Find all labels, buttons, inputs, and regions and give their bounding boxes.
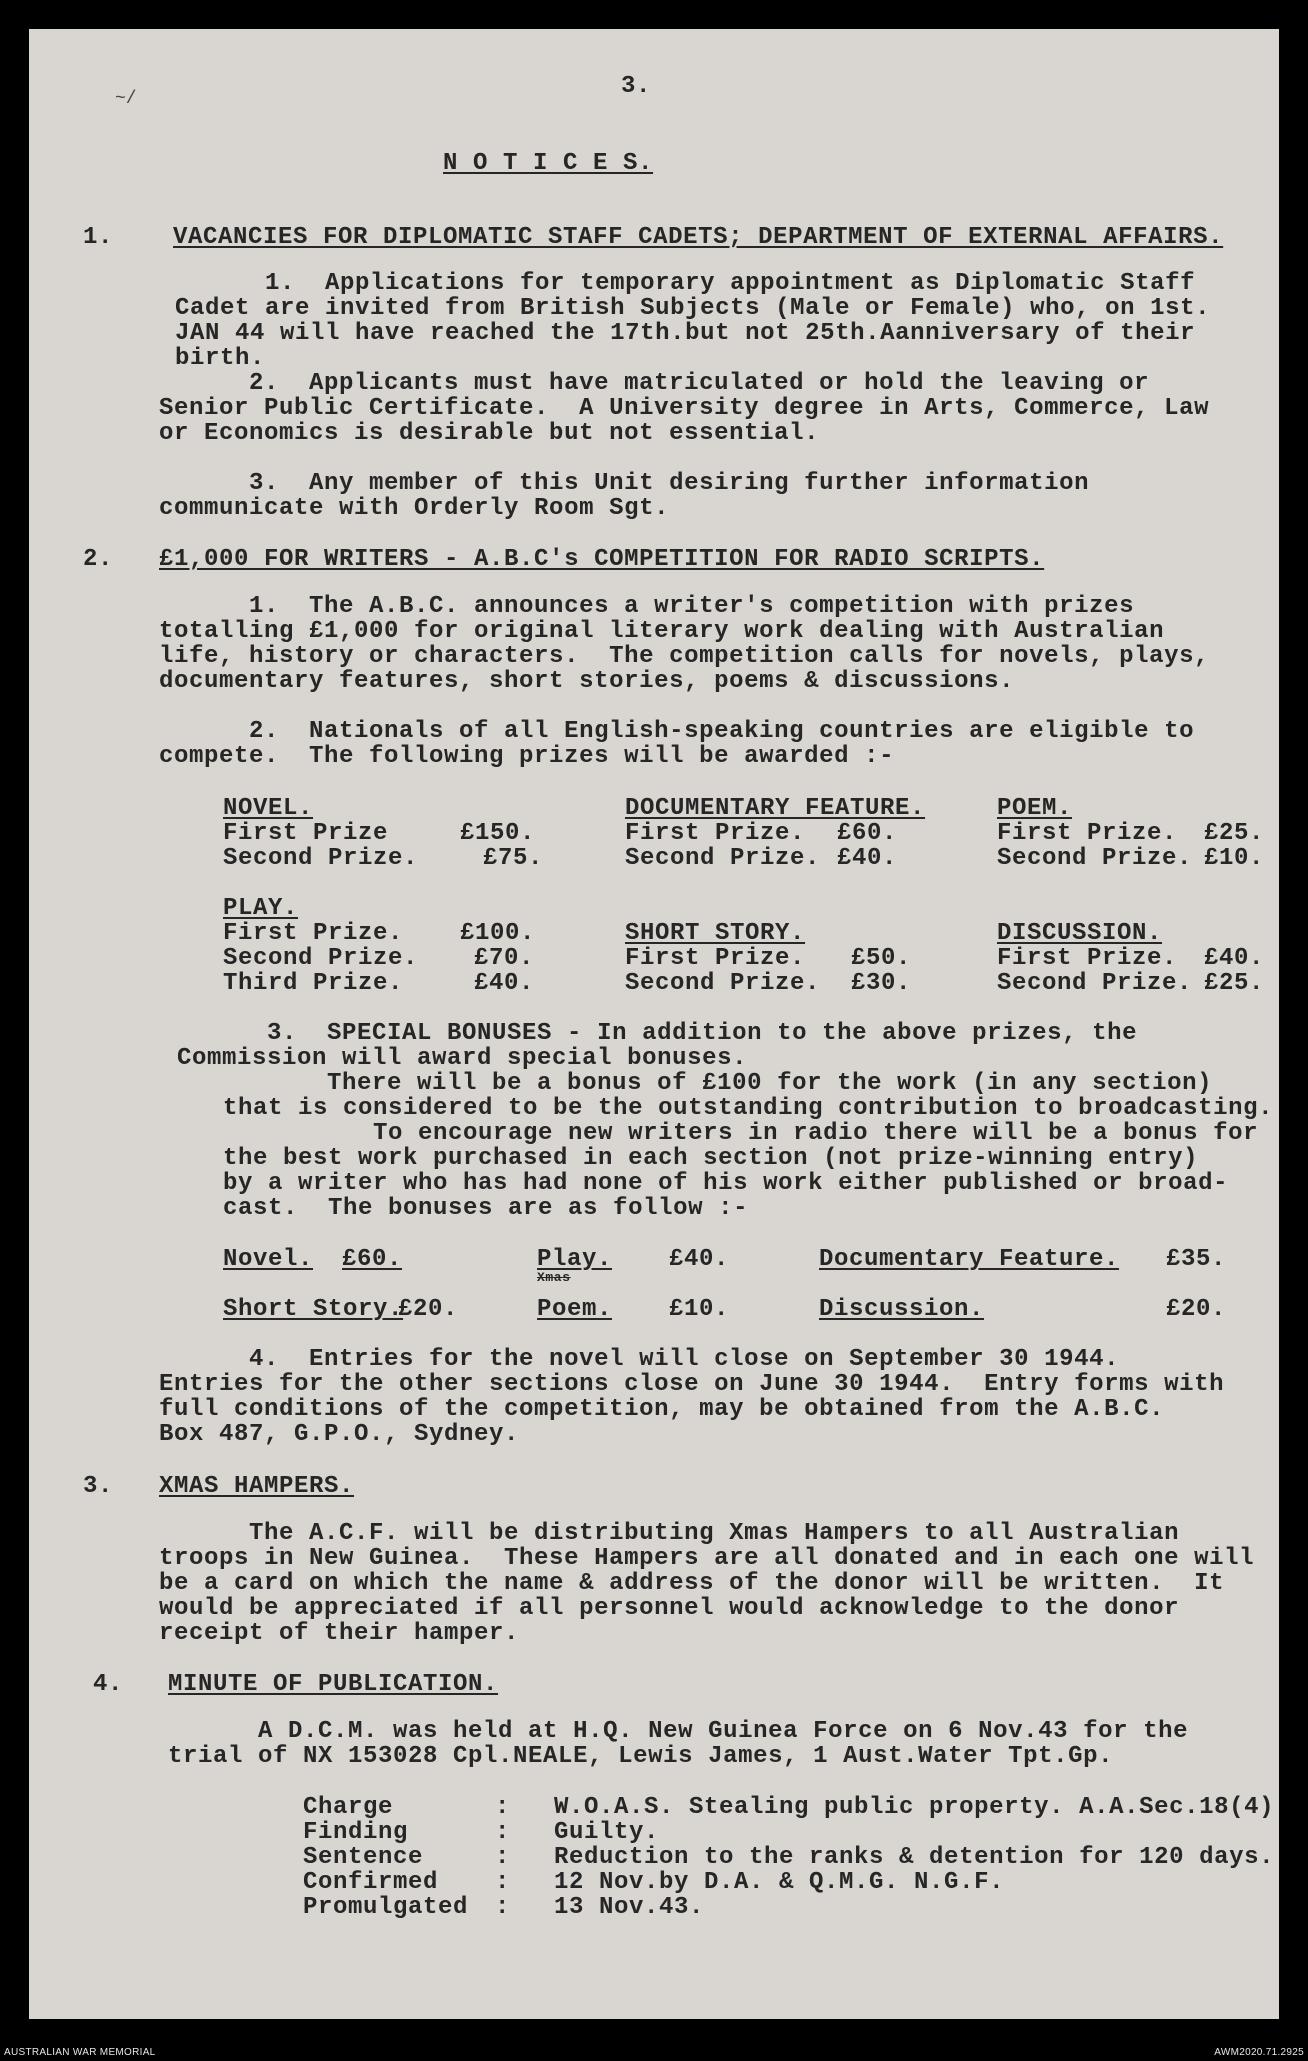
section-3-line: The A.C.F. will be distributing Xmas Hampers to all Australian bbox=[159, 1520, 1180, 1547]
section-3-line: receipt of their hamper. bbox=[159, 1620, 520, 1647]
bonus-label: Discussion. bbox=[819, 1296, 985, 1323]
section-2-title: £1,000 FOR WRITERS - A.B.C's COMPETITION FOR RADIO SCRIPTS. bbox=[159, 546, 1045, 573]
section-1-line: JAN 44 will have reached the 17th.but not 25th.Aanniversary of their bbox=[175, 320, 1196, 347]
prize-label: First Prize. bbox=[997, 945, 1178, 972]
detail-value: W.O.A.S. Stealing public property. A.A.Sec.18(4) bbox=[554, 1794, 1275, 1821]
section-2-para4-line: Entries for the other sections close on June 30 1944. Entry forms with bbox=[159, 1371, 1225, 1398]
prize-label: Second Prize. bbox=[997, 970, 1193, 997]
prize-amount: £40. bbox=[837, 845, 898, 872]
prize-amount: £60. bbox=[837, 820, 898, 847]
section-2-para3-line: cast. The bonuses are as follow :- bbox=[223, 1195, 749, 1222]
prize-discussion-title: DISCUSSION. bbox=[997, 920, 1163, 947]
section-2-para3-line: Commission will award special bonuses. bbox=[177, 1045, 748, 1072]
bonus-amount: £35. bbox=[1166, 1246, 1227, 1273]
section-1-line: Senior Public Certificate. A University degree in Arts, Commerce, Law bbox=[159, 395, 1210, 422]
bonus-amount: £20. bbox=[398, 1296, 459, 1323]
section-3-title: XMAS HAMPERS. bbox=[159, 1473, 355, 1500]
prize-amount: £75. bbox=[483, 845, 544, 872]
bonus-label: Documentary Feature. bbox=[819, 1246, 1120, 1273]
prize-label: Second Prize. bbox=[223, 945, 419, 972]
bonus-amount: £60. bbox=[342, 1246, 403, 1273]
section-1-line: communicate with Orderly Room Sgt. bbox=[159, 495, 670, 522]
detail-value: Guilty. bbox=[554, 1819, 660, 1846]
prize-label: Second Prize. bbox=[625, 845, 821, 872]
prize-label: First Prize. bbox=[223, 920, 404, 947]
detail-label: Sentence bbox=[303, 1844, 424, 1871]
prize-amount: £70. bbox=[474, 945, 535, 972]
detail-value: 13 Nov.43. bbox=[554, 1894, 705, 1921]
prize-documentary-title: DOCUMENTARY FEATURE. bbox=[625, 795, 926, 822]
section-2-para3-line: To encourage new writers in radio there will be a bonus for bbox=[223, 1120, 1259, 1147]
detail-value: Reduction to the ranks & detention for 120 days. bbox=[554, 1844, 1275, 1871]
detail-colon: : bbox=[495, 1794, 511, 1821]
prize-label: First Prize. bbox=[625, 945, 806, 972]
prize-label: Second Prize. bbox=[997, 845, 1193, 872]
section-2-para4-line: 4. Entries for the novel will close on September 30 1944. bbox=[159, 1346, 1120, 1373]
notices-heading: N O T I C E S. bbox=[443, 150, 654, 177]
section-4-title: MINUTE OF PUBLICATION. bbox=[168, 1671, 499, 1698]
section-3-number: 3. bbox=[83, 1473, 114, 1500]
prize-amount: £100. bbox=[460, 920, 536, 947]
footer-archive-name: AUSTRALIAN WAR MEMORIAL bbox=[4, 2047, 156, 2058]
section-3-line: troops in New Guinea. These Hampers are all donated and in each one will bbox=[159, 1545, 1255, 1572]
bonus-label: Play. bbox=[537, 1246, 613, 1273]
section-1-line: 1. Applications for temporary appointment as Diplomatic Staff bbox=[175, 270, 1196, 297]
prize-novel-title: NOVEL. bbox=[223, 795, 314, 822]
prize-short-story-title: SHORT STORY. bbox=[625, 920, 806, 947]
prize-label: Second Prize. bbox=[223, 845, 419, 872]
prize-amount: £150. bbox=[460, 820, 536, 847]
section-2-para3-line: that is considered to be the outstanding contribution to broadcasting. bbox=[223, 1095, 1274, 1122]
section-2-para4-line: full conditions of the competition, may be obtained from the A.B.C. bbox=[159, 1396, 1165, 1423]
bonus-label: Novel. bbox=[223, 1246, 314, 1273]
section-3-line: be a card on which the name & address of the donor will be written. It bbox=[159, 1570, 1225, 1597]
detail-label: Promulgated bbox=[303, 1894, 469, 1921]
section-2-para3-line: 3. SPECIAL BONUSES - In addition to the above prizes, the bbox=[177, 1020, 1138, 1047]
prize-label: Second Prize. bbox=[625, 970, 821, 997]
section-1-line: 2. Applicants must have matriculated or hold the leaving or bbox=[159, 370, 1150, 397]
prize-label: Third Prize. bbox=[223, 970, 404, 997]
bonus-amount: £20. bbox=[1166, 1296, 1227, 1323]
page-number: 3. bbox=[621, 73, 652, 100]
section-2-para1-line: life, history or characters. The competition calls for novels, plays, bbox=[159, 643, 1210, 670]
prize-amount: £40. bbox=[474, 970, 535, 997]
prize-label: First Prize. bbox=[997, 820, 1178, 847]
section-4-number: 4. bbox=[93, 1671, 124, 1698]
detail-colon: : bbox=[495, 1844, 511, 1871]
prize-amount: £50. bbox=[851, 945, 912, 972]
section-4-line: trial of NX 153028 Cpl.NEALE, Lewis James, 1 Aust.Water Tpt.Gp. bbox=[168, 1743, 1114, 1770]
section-1-line: birth. bbox=[175, 345, 266, 372]
detail-colon: : bbox=[495, 1869, 511, 1896]
section-2-para4-line: Box 487, G.P.O., Sydney. bbox=[159, 1421, 520, 1448]
prize-amount: £25. bbox=[1204, 820, 1265, 847]
prize-label: First Prize bbox=[223, 820, 389, 847]
bonus-label: Poem. bbox=[537, 1296, 613, 1323]
bonus-amount: £10. bbox=[669, 1296, 730, 1323]
footer-record-id: AWM2020.71.2925 bbox=[1214, 2047, 1304, 2058]
section-3-line: would be appreciated if all personnel would acknowledge to the donor bbox=[159, 1595, 1180, 1622]
prize-label: First Prize. bbox=[625, 820, 806, 847]
prize-amount: £25. bbox=[1204, 970, 1265, 997]
bonus-label: Short Story. bbox=[223, 1296, 404, 1323]
bonus-amount: £40. bbox=[669, 1246, 730, 1273]
section-2-para3-line: There will be a bonus of £100 for the work (in any section) bbox=[177, 1070, 1213, 1097]
section-2-para1-line: 1. The A.B.C. announces a writer's competition with prizes bbox=[159, 593, 1135, 620]
section-1-line: or Economics is desirable but not essential. bbox=[159, 420, 820, 447]
detail-colon: : bbox=[495, 1819, 511, 1846]
struck-text: Xmas bbox=[537, 1270, 571, 1285]
detail-label: Charge bbox=[303, 1794, 394, 1821]
handwritten-mark: ~/ bbox=[115, 89, 137, 109]
section-2-para3-line: by a writer who has had none of his work either published or broad- bbox=[223, 1170, 1229, 1197]
section-2-para2-line: compete. The following prizes will be awarded :- bbox=[159, 743, 895, 770]
section-1-line: Cadet are invited from British Subjects (Male or Female) who, on 1st. bbox=[175, 295, 1211, 322]
prize-amount: £40. bbox=[1204, 945, 1265, 972]
prize-play-title: PLAY. bbox=[223, 895, 299, 922]
prize-poem-title: POEM. bbox=[997, 795, 1073, 822]
detail-value: 12 Nov.by D.A. & Q.M.G. N.G.F. bbox=[554, 1869, 1005, 1896]
detail-colon: : bbox=[495, 1894, 511, 1921]
section-2-para1-line: totalling £1,000 for original literary work dealing with Australian bbox=[159, 618, 1165, 645]
prize-amount: £30. bbox=[851, 970, 912, 997]
document-page bbox=[29, 29, 1279, 2019]
section-2-para1-line: documentary features, short stories, poems & discussions. bbox=[159, 668, 1015, 695]
section-2-number: 2. bbox=[83, 546, 114, 573]
prize-amount: £10. bbox=[1204, 845, 1265, 872]
detail-label: Confirmed bbox=[303, 1869, 439, 1896]
detail-label: Finding bbox=[303, 1819, 409, 1846]
section-4-line: A D.C.M. was held at H.Q. New Guinea Force on 6 Nov.43 for the bbox=[168, 1718, 1189, 1745]
section-2-para2-line: 2. Nationals of all English-speaking countries are eligible to bbox=[159, 718, 1195, 745]
section-1-title: VACANCIES FOR DIPLOMATIC STAFF CADETS; DEPARTMENT OF EXTERNAL AFFAIRS. bbox=[173, 224, 1224, 251]
section-1-line: 3. Any member of this Unit desiring further information bbox=[159, 470, 1090, 497]
section-2-para3-line: the best work purchased in each section (not prize-winning entry) bbox=[223, 1145, 1199, 1172]
section-1-number: 1. bbox=[83, 224, 114, 251]
